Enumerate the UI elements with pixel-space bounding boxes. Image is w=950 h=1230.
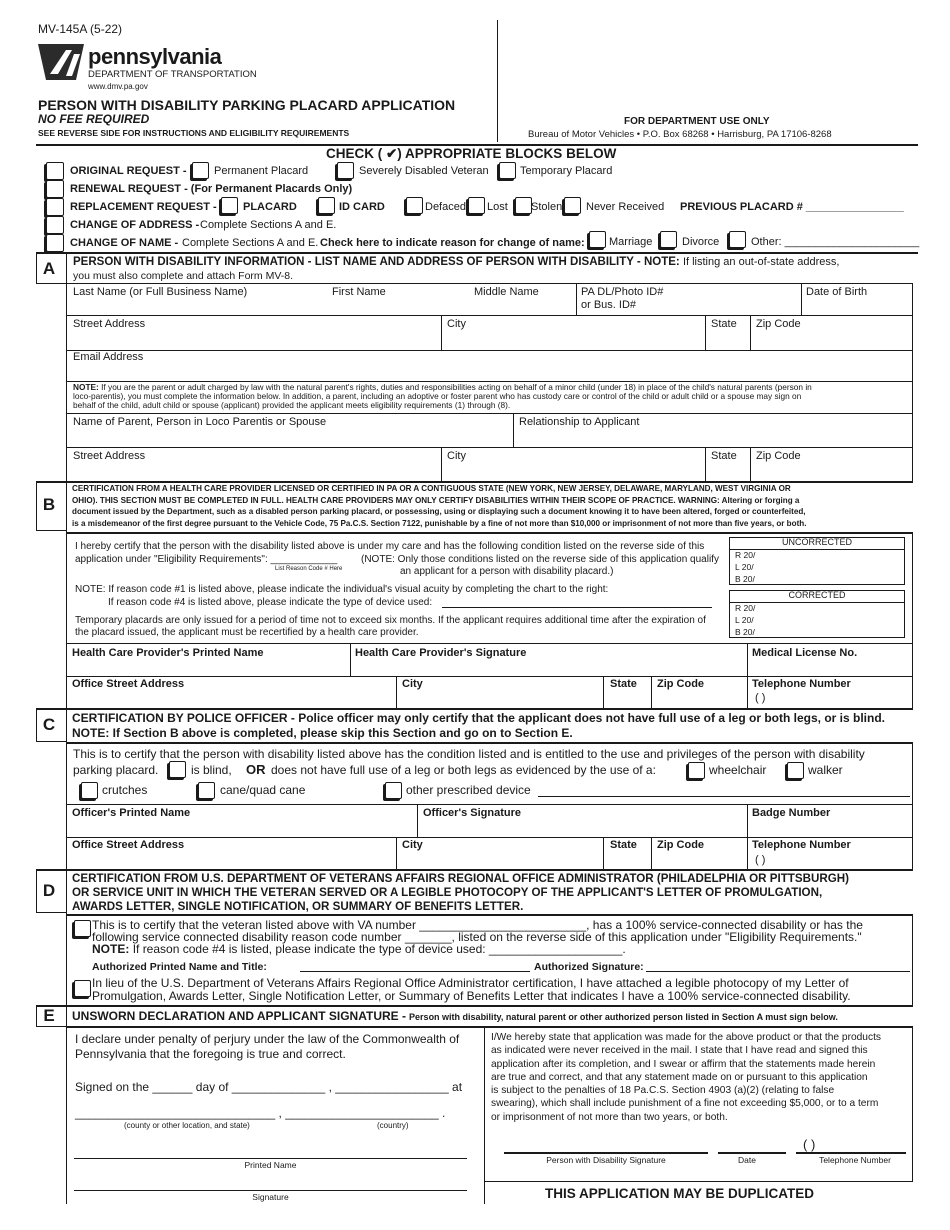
divider bbox=[66, 914, 913, 916]
cane-checkbox[interactable] bbox=[198, 782, 215, 799]
divider bbox=[36, 252, 918, 254]
note-line1: If you are the parent or adult charged by law with the natural parent's rights, duties and responsibilities acting on behalf of a minor child (under 18) in place of the child's natural parents (person in bbox=[101, 382, 812, 392]
signature-line[interactable] bbox=[74, 1190, 467, 1191]
blind-label: is blind, bbox=[191, 763, 232, 777]
section-a-letter-box-left bbox=[36, 253, 37, 284]
section-e-heading bbox=[72, 1009, 838, 1023]
change-of-name-label: CHANGE OF NAME - bbox=[70, 237, 179, 249]
dmv-url: www.dmv.pa.gov bbox=[88, 82, 148, 91]
section-d-heading-line2: OR SERVICE UNIT IN WHICH THE VETERAN SERVED OR A LEGIBLE PHOTOCOPY OF THE APPLICANT'S LETTER OF PROMULGATION, bbox=[72, 886, 823, 899]
section-d-right-border bbox=[912, 915, 913, 1005]
divider bbox=[66, 532, 913, 534]
temporary-placard-label: Temporary Placard bbox=[520, 165, 613, 177]
change-of-name-text: Complete Sections A and E. bbox=[182, 237, 319, 249]
section-a-heading-note: If listing an out-of-state address, bbox=[682, 256, 840, 268]
declaration-line2: Pennsylvania that the foregoing is true and correct. bbox=[75, 1047, 346, 1061]
grid-line bbox=[729, 549, 905, 550]
letter-line2: Promulgation, Awards Letter, Single Notification Letter, or Summary of Benefits Letter that indicates I have a 100% service-connected disability. bbox=[92, 989, 851, 1003]
relationship-field[interactable]: Relationship to Applicant bbox=[519, 416, 640, 428]
section-d-heading-line3: AWARDS LETTER, SINGLE NOTIFICATION, OR SUMMARY OF BENEFITS LETTER. bbox=[72, 900, 524, 913]
replacement-request-label: REPLACEMENT REQUEST - bbox=[70, 201, 217, 213]
section-e-letter-box bbox=[36, 1026, 67, 1027]
va-cert-line1: This is to certify that the veteran listed above with VA number _________________________, has a 100% service-connected disability or has the bbox=[92, 918, 863, 932]
page-subtitle: NO FEE REQUIRED bbox=[38, 112, 150, 126]
other-device-line[interactable] bbox=[538, 796, 910, 797]
police-cert-line1: This is to certify that the person with disability listed above has the condition listed and is entitled to the use and privileges of the person with disability bbox=[73, 747, 865, 761]
section-b-heading bbox=[72, 483, 912, 529]
grid-line bbox=[705, 447, 706, 481]
section-b-heading-line1: CERTIFICATION FROM A HEALTH CARE PROVIDER LICENSED OR CERTIFIED IN PA OR A CONTIGUOUS STATE (NEW YORK, NEW JERSEY, DELAWARE, MARYLAND, WEST VIRGINIA OR bbox=[72, 484, 791, 493]
grid-line bbox=[66, 447, 913, 448]
note-visual-acuity: NOTE: If reason code #1 is listed above, please indicate the individual's visual acuity by completing the chart to the right: bbox=[75, 584, 609, 595]
replacement-idcard-checkbox[interactable] bbox=[318, 197, 335, 214]
officer-office-street-field[interactable]: Office Street Address bbox=[72, 839, 185, 851]
marriage-label: Marriage bbox=[609, 236, 653, 248]
section-b-letter: B bbox=[42, 495, 56, 514]
other-device-checkbox[interactable] bbox=[385, 782, 402, 799]
note-line2: loco-parentis), you must complete the information below. In addition, a parent, including an adoptive or foster parent who has custody care or control of the child or adult child or a spouse may sign on bbox=[73, 391, 802, 401]
grid-line bbox=[66, 837, 913, 838]
grid-line bbox=[513, 413, 514, 447]
marriage-checkbox[interactable] bbox=[589, 231, 606, 248]
grid-line bbox=[66, 413, 913, 414]
section-c-heading-line2: NOTE: If Section B above is completed, please skip this Section and go on to Section E. bbox=[72, 726, 573, 740]
grid-line bbox=[603, 837, 604, 869]
change-of-address-label: CHANGE OF ADDRESS - bbox=[70, 219, 200, 231]
corrected-b[interactable]: B 20/ bbox=[735, 627, 755, 637]
other-reason-checkbox[interactable] bbox=[729, 231, 746, 248]
officer-phone-paren: ( ) bbox=[755, 854, 766, 866]
person-signature-line[interactable] bbox=[504, 1152, 708, 1154]
uncorrected-r[interactable]: R 20/ bbox=[735, 550, 756, 560]
device-line[interactable] bbox=[442, 607, 712, 608]
renewal-request-label: RENEWAL REQUEST - (For Permanent Placards Only) bbox=[70, 183, 353, 195]
section-a-heading bbox=[73, 256, 839, 268]
page-title: PERSON WITH DISABILITY PARKING PLACARD APPLICATION bbox=[38, 97, 456, 113]
cert-line2-note: (NOTE: Only those conditions listed on the reverse side of this application qualify bbox=[361, 554, 719, 565]
section-b-left-border bbox=[66, 482, 67, 708]
permanent-placard-checkbox[interactable] bbox=[192, 162, 209, 179]
check-heading: CHECK ( ✔) APPROPRIATE BLOCKS BELOW bbox=[326, 146, 617, 161]
section-d-heading-line1: CERTIFICATION FROM U.S. DEPARTMENT OF VETERANS AFFAIRS REGIONAL OFFICE ADMINISTRATOR (PHILADELPHIA OR PITTSBURGH) bbox=[72, 872, 849, 885]
authorized-name-field[interactable]: Authorized Printed Name and Title: bbox=[92, 961, 267, 973]
provider-city-field[interactable]: City bbox=[402, 678, 423, 690]
va-cert-line3 bbox=[92, 942, 626, 956]
dob-field[interactable]: Date of Birth bbox=[806, 286, 868, 298]
replacement-placard-label: PLACARD bbox=[243, 201, 297, 213]
telephone-line[interactable] bbox=[796, 1152, 906, 1154]
never-received-label: Never Received bbox=[586, 201, 665, 213]
parent-state-field[interactable]: State bbox=[711, 450, 737, 462]
dl-id-field[interactable]: PA DL/Photo ID# bbox=[581, 286, 664, 298]
dept-use-label: FOR DEPARTMENT USE ONLY bbox=[624, 116, 770, 127]
other-device-label: other prescribed device bbox=[406, 783, 531, 797]
divider bbox=[36, 869, 913, 871]
grid-line bbox=[750, 447, 751, 481]
statement-line6: swearing), which shall include punishment of a fine not exceeding $5,000, or to a term bbox=[491, 1098, 879, 1110]
defaced-checkbox[interactable] bbox=[406, 197, 423, 214]
provider-phone-paren: ( ) bbox=[755, 692, 766, 704]
grid-line bbox=[750, 315, 751, 350]
section-a-letter: A bbox=[42, 259, 56, 278]
grid-line bbox=[801, 283, 802, 315]
cert-line3: an applicant for a person with disability placard.) bbox=[400, 566, 614, 577]
zip-code-field[interactable]: Zip Code bbox=[756, 318, 801, 330]
statement-line4: are true and correct, and that any statement made on or pursuant to this application bbox=[491, 1071, 868, 1083]
divorce-label: Divorce bbox=[682, 236, 720, 248]
temporary-note-line2: the placard issued, the applicant must be recertified by a health care provider. bbox=[75, 627, 419, 638]
replacement-request-checkbox[interactable] bbox=[46, 198, 64, 216]
sworn-statement bbox=[491, 1031, 909, 1124]
change-of-address-text: Complete Sections A and E. bbox=[200, 219, 337, 231]
date-line[interactable] bbox=[718, 1152, 786, 1154]
divider bbox=[36, 708, 913, 710]
or-label: OR bbox=[246, 762, 266, 777]
declaration-line1: I declare under penalty of perjury under the law of the Commonwealth of bbox=[75, 1032, 460, 1046]
change-of-name-checkbox[interactable] bbox=[46, 234, 64, 252]
grid-line bbox=[603, 676, 604, 708]
replacement-placard-checkbox[interactable] bbox=[221, 197, 238, 214]
section-e-heading-bold: UNSWORN DECLARATION AND APPLICANT SIGNATURE - bbox=[72, 1009, 406, 1023]
stolen-checkbox[interactable] bbox=[515, 197, 532, 214]
section-a-letter-box bbox=[36, 283, 67, 284]
grid-line bbox=[576, 283, 577, 315]
printed-name-label: Printed Name bbox=[244, 1160, 297, 1170]
letter-line1: In lieu of the U.S. Department of Veterans Affairs Regional Office Administrator certification, I have attached a legible photocopy of my Letter of bbox=[92, 976, 849, 990]
grid-line bbox=[66, 315, 913, 316]
grid-line bbox=[484, 1181, 913, 1182]
uncorrected-l[interactable]: L 20/ bbox=[735, 562, 754, 572]
bus-id-label: or Bus. ID# bbox=[581, 299, 637, 311]
crutches-label: crutches bbox=[102, 783, 148, 797]
grid-line bbox=[66, 283, 913, 284]
provider-name-field[interactable]: Health Care Provider's Printed Name bbox=[72, 647, 264, 659]
walker-checkbox[interactable] bbox=[787, 762, 804, 779]
parent-zip-field[interactable]: Zip Code bbox=[756, 450, 801, 462]
corrected-l[interactable]: L 20/ bbox=[735, 615, 754, 625]
temporary-note-line1: Temporary placards are only issued for a period of time not to exceed six months. If the applicant requires additional time after the expiration of bbox=[75, 615, 706, 626]
email-address-field[interactable]: Email Address bbox=[73, 351, 144, 363]
grid-line bbox=[651, 676, 652, 708]
grid-line bbox=[484, 1027, 485, 1204]
provider-signature-field[interactable]: Health Care Provider's Signature bbox=[355, 647, 527, 659]
grid-line bbox=[66, 676, 913, 677]
section-e-left-border bbox=[66, 1006, 67, 1204]
provider-phone-field[interactable]: Telephone Number bbox=[752, 678, 851, 690]
officer-state-field[interactable]: State bbox=[610, 839, 637, 851]
stolen-label: Stolen bbox=[531, 201, 563, 213]
va-certify-checkbox[interactable] bbox=[74, 920, 91, 937]
authorized-signature-line[interactable] bbox=[646, 971, 910, 972]
renewal-request-checkbox[interactable] bbox=[46, 180, 64, 198]
divider bbox=[66, 742, 913, 744]
cert-line2[interactable]: application under "Eligibility Requirements": ____________ bbox=[75, 554, 338, 565]
section-a-heading-line2: you must also complete and attach Form MV-8. bbox=[73, 270, 294, 282]
section-b-heading-line3: document issued by the Department, such as a disabled person parking placard, or possessing, using or displaying such a document knowing it to have been altered, forged or counterfeited, bbox=[72, 507, 806, 516]
logo-name: pennsylvania bbox=[88, 44, 222, 69]
section-c-letter: C bbox=[42, 715, 56, 734]
wheelchair-label: wheelchair bbox=[709, 763, 767, 777]
blind-checkbox[interactable] bbox=[169, 761, 186, 778]
officer-city-field[interactable]: City bbox=[402, 839, 423, 851]
never-received-checkbox[interactable] bbox=[564, 197, 581, 214]
badge-number-field[interactable]: Badge Number bbox=[752, 807, 831, 819]
grid-line bbox=[66, 643, 913, 644]
grid-line bbox=[441, 447, 442, 481]
parent-name-field[interactable]: Name of Parent, Person in Loco Parentis or Spouse bbox=[73, 416, 327, 428]
authorized-signature-field[interactable]: Authorized Signature: bbox=[534, 961, 644, 973]
statement-line1: I/We hereby state that application was made for the above product or that the products bbox=[491, 1032, 881, 1043]
other-reason-field[interactable]: Other: ______________________ bbox=[751, 236, 920, 248]
grid-line bbox=[441, 315, 442, 350]
header-divider bbox=[497, 20, 498, 142]
section-b-heading-line2: OHIO). THIS SECTION MUST BE COMPLETED IN FULL. HEALTH CARE PROVIDERS MAY ONLY CERTIFY DISABILITIES WITHIN THEIR SCOPE OF PRACTICE. WARNING: Altering or forging a bbox=[72, 495, 800, 505]
provider-zip-field[interactable]: Zip Code bbox=[657, 678, 705, 690]
may-be-duplicated: THIS APPLICATION MAY BE DUPLICATED bbox=[545, 1186, 815, 1201]
temporary-placard-checkbox[interactable] bbox=[499, 162, 516, 179]
lost-label: Lost bbox=[487, 201, 508, 213]
severely-disabled-veteran-label: Severely Disabled Veteran bbox=[359, 165, 489, 177]
va-note-text: If reason code #4 is listed, please indicate the type of device used: ____________________. bbox=[132, 942, 626, 956]
provider-office-street-field[interactable]: Office Street Address bbox=[72, 678, 185, 690]
bureau-address: Bureau of Motor Vehicles • P.O. Box 68268 • Harrisburg, PA 17106-8268 bbox=[528, 129, 832, 140]
change-of-address-checkbox[interactable] bbox=[46, 216, 64, 234]
section-c-left-border bbox=[66, 709, 67, 869]
uncorrected-label: UNCORRECTED bbox=[781, 537, 852, 547]
lost-checkbox[interactable] bbox=[468, 197, 485, 214]
signed-on-field[interactable]: Signed on the ______ day of ______________ , _________________ at bbox=[75, 1080, 463, 1094]
letter-attached-checkbox[interactable] bbox=[74, 980, 91, 997]
note-device: If reason code #4 is listed above, please indicate the type of device used: bbox=[108, 597, 433, 608]
statement-line7: or imprisonment of not more than two years, or both. bbox=[491, 1111, 728, 1123]
country-label: (country) bbox=[377, 1121, 409, 1130]
medical-license-field[interactable]: Medical License No. bbox=[752, 647, 858, 659]
section-c-heading-line1: CERTIFICATION BY POLICE OFFICER - Police officer may only certify that the applicant does not have full use of a leg or both legs, or is blind. bbox=[72, 711, 885, 725]
statement-line3: application after its completion, and I swear or affirm that the statements made herein bbox=[491, 1058, 876, 1070]
divorce-checkbox[interactable] bbox=[660, 231, 677, 248]
grid-line bbox=[396, 676, 397, 708]
change-of-name-reason: Check here to indicate reason for change of name: bbox=[320, 237, 585, 249]
grid-line bbox=[350, 643, 351, 676]
wheelchair-checkbox[interactable] bbox=[688, 762, 705, 779]
keystone-logo-icon bbox=[36, 40, 86, 84]
grid-line bbox=[417, 804, 418, 837]
section-e-letter: E bbox=[43, 1006, 55, 1025]
section-a-heading-bold: PERSON WITH DISABILITY INFORMATION - LIST NAME AND ADDRESS OF PERSON WITH DISABILITY - NOTE: bbox=[73, 256, 680, 268]
police-cert-parking: parking placard. bbox=[73, 763, 159, 777]
statement-line5: is subject to the penalties of 18 Pa.C.S. Section 4903 (a)(2) (relating to false bbox=[491, 1085, 835, 1097]
city-field[interactable]: City bbox=[447, 318, 466, 330]
date-label: Date bbox=[738, 1155, 756, 1165]
previous-placard-field[interactable]: PREVIOUS PLACARD # ________________ bbox=[680, 201, 904, 213]
officer-zip-field[interactable]: Zip Code bbox=[657, 839, 705, 851]
grid-line bbox=[66, 804, 913, 805]
section-d-letter: D bbox=[42, 881, 56, 900]
authorized-name-line[interactable] bbox=[300, 971, 530, 972]
section-c-letter-box bbox=[36, 741, 67, 742]
crutches-checkbox[interactable] bbox=[81, 782, 98, 799]
grid-line bbox=[651, 837, 652, 869]
section-d-left-border bbox=[66, 870, 67, 1005]
parent-note bbox=[73, 383, 911, 410]
last-name-field[interactable]: Last Name (or Full Business Name) bbox=[73, 286, 248, 298]
original-request-checkbox[interactable] bbox=[46, 162, 64, 180]
original-request-label: ORIGINAL REQUEST - bbox=[70, 165, 187, 177]
section-b-letter-box bbox=[36, 530, 67, 531]
section-e-heading-note: Person with disability, natural parent or other authorized person listed in Section A must sign below. bbox=[409, 1012, 838, 1022]
section-b-heading-line4: is a misdemeanor of the first degree pursuant to the Vehicle Code, 75 Pa.C.S. Section 7122, punishable by a fine of not more than $10,000 or imprisonment of not more than five years, or both. bbox=[72, 518, 807, 528]
section-a-right-border bbox=[912, 283, 913, 481]
defaced-label: Defaced bbox=[425, 201, 466, 213]
cert-line1: I hereby certify that the person with the disability listed above is under my care and has the following condition listed on the reverse side of this bbox=[75, 541, 705, 552]
note-line3: behalf of the child, adult child or spouse (applicant) provided the applicant meets eligibility requirements (1) through (8). bbox=[73, 400, 511, 410]
va-cert-line2: following service connected disability reason code number _______, listed on the reverse side of this application under "Eligibility Requirements." bbox=[92, 930, 862, 944]
instructions-note: SEE REVERSE SIDE FOR INSTRUCTIONS AND ELIGIBILITY REQUIREMENTS bbox=[38, 128, 350, 138]
parent-street-field[interactable]: Street Address bbox=[73, 450, 146, 462]
replacement-idcard-label: ID CARD bbox=[339, 201, 385, 213]
statement-line2: as indicated were never received in the mail. I state that I have read and signed this bbox=[491, 1045, 868, 1057]
leg-use-text: does not have full use of a leg or both legs as evidenced by the use of a: bbox=[271, 763, 656, 777]
parent-city-field[interactable]: City bbox=[447, 450, 466, 462]
state-field[interactable]: State bbox=[711, 318, 737, 330]
provider-state-field[interactable]: State bbox=[610, 678, 637, 690]
divider bbox=[66, 1026, 913, 1028]
printed-name-line[interactable] bbox=[74, 1158, 467, 1159]
grid-line bbox=[729, 602, 905, 603]
severely-disabled-veteran-checkbox[interactable] bbox=[337, 162, 354, 179]
street-address-field[interactable]: Street Address bbox=[73, 318, 146, 330]
note-label: NOTE: bbox=[73, 382, 99, 392]
section-c-right-border bbox=[912, 743, 913, 869]
section-d-letter-box bbox=[36, 912, 67, 913]
telephone-paren: ( ) bbox=[803, 1137, 816, 1152]
grid-line bbox=[705, 315, 706, 350]
uncorrected-b[interactable]: B 20/ bbox=[735, 574, 755, 584]
person-signature-label: Person with Disability Signature bbox=[546, 1155, 666, 1165]
grid-line bbox=[66, 350, 913, 351]
cane-label: cane/quad cane bbox=[220, 783, 306, 797]
signature-label: Signature bbox=[252, 1192, 289, 1202]
section-b-right-border bbox=[912, 533, 913, 708]
grid-line bbox=[396, 837, 397, 869]
form-id: MV-145A (5-22) bbox=[38, 22, 123, 36]
officer-phone-field[interactable]: Telephone Number bbox=[752, 839, 851, 851]
divider bbox=[36, 1005, 913, 1007]
dept-name: DEPARTMENT OF TRANSPORTATION bbox=[88, 69, 257, 80]
va-note-label: NOTE: bbox=[92, 942, 130, 956]
permanent-placard-label: Permanent Placard bbox=[214, 165, 309, 177]
first-name-field[interactable]: First Name bbox=[332, 286, 386, 298]
corrected-label: CORRECTED bbox=[788, 590, 846, 600]
officer-signature-field[interactable]: Officer's Signature bbox=[423, 807, 521, 819]
county-label: (county or other location, and state) bbox=[124, 1121, 250, 1130]
corrected-r[interactable]: R 20/ bbox=[735, 603, 756, 613]
county-field[interactable]: ______________________________ , _______________________ . bbox=[75, 1106, 446, 1120]
walker-label: walker bbox=[808, 763, 843, 777]
reason-code-hint: List Reason Code # Here bbox=[275, 566, 343, 572]
telephone-label: Telephone Number bbox=[819, 1155, 891, 1165]
middle-name-field[interactable]: Middle Name bbox=[474, 286, 539, 298]
officer-name-field[interactable]: Officer's Printed Name bbox=[72, 807, 191, 819]
